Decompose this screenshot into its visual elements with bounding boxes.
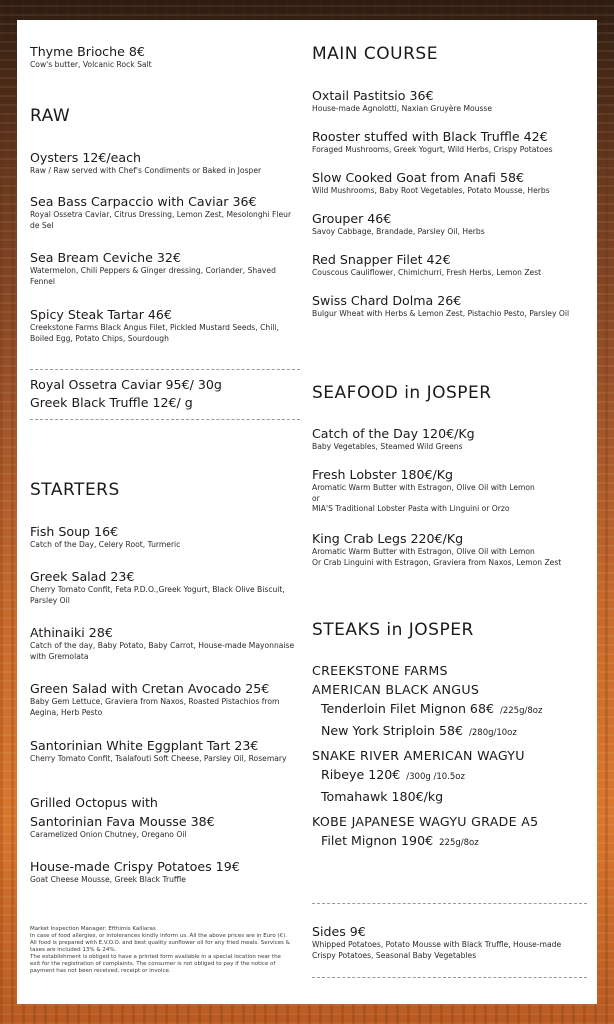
item-desc: Watermelon, Chili Peppers & Ginger dressing, Coriander, Shaved Fennel — [30, 266, 276, 286]
item-desc: Couscous Cauliflower, Chimichurri, Fresh Herbs, Lemon Zest — [312, 268, 542, 277]
item-name: Rooster stuffed with Black Truffle 42€ — [312, 129, 548, 144]
menu-item — [312, 426, 587, 453]
menu-item — [312, 252, 587, 279]
item-desc: Caramelized Onion Chutney, Oregano Oil — [30, 830, 187, 839]
item-desc: Wild Mushrooms, Baby Root Vegetables, Potato Mousse, Herbs — [312, 186, 550, 195]
item-name: Oxtail Pastitsio 36€ — [312, 88, 434, 103]
menu-item — [30, 307, 300, 344]
item-desc: Or Crab Linguini with Estragon, Graviera from Naxos, Lemon Zest — [312, 557, 562, 567]
truffle-line: Greek Black Truffle 12€/ g — [30, 395, 193, 410]
section-title-raw: RAW — [30, 106, 71, 126]
menu-item — [30, 738, 300, 765]
item-name: Slow Cooked Goat from Anafi 58€ — [312, 170, 525, 185]
steak-name: New York Striploin 58€ — [321, 723, 463, 738]
steak-weight: /280g/10oz — [469, 728, 517, 738]
dashed-divider — [30, 369, 300, 370]
item-desc: Bulgur Wheat with Herbs & Lemon Zest, Pistachio Pesto, Parsley Oil — [312, 309, 570, 318]
steak-weight: 225g/8oz — [439, 838, 479, 848]
item-name: Spicy Steak Tartar 46€ — [30, 307, 172, 322]
item-desc: Cherry Tomato Confit, Feta P.D.O.,Greek Yogurt, Black Olive Biscuit, Parsley Oil — [30, 585, 285, 605]
item-name: Grouper 46€ — [312, 211, 392, 226]
menu-item — [312, 293, 587, 320]
item-desc: Aromatic Warm Butter with Estragon, Olive Oil with Lemon — [312, 483, 535, 492]
item-name: Swiss Chard Dolma 26€ — [312, 293, 462, 308]
steak-weight: /225g/8oz — [500, 706, 543, 716]
item-desc: Royal Ossetra Caviar, Citrus Dressing, Lemon Zest, Mesolonghi Fleur de Sel — [30, 210, 292, 230]
steak-name: Tenderloin Filet Mignon 68€ — [321, 701, 494, 716]
item-name: Greek Salad 23€ — [30, 569, 135, 584]
menu-item — [30, 250, 300, 287]
section-title-seafood: SEAFOOD in JOSPER — [312, 383, 492, 403]
item-desc: or — [312, 493, 320, 503]
section-title-starters: STARTERS — [30, 480, 120, 500]
steak-group-kobe — [312, 812, 587, 853]
item-desc: Goat Cheese Mousse, Greek Black Truffle — [30, 875, 186, 884]
legal-notice: Market Inspection Manager: Efthimis Kalliaras In case of food allergies, or intolerances kindly inform us. All the above prices are in Euro (€). All food is prepared with E.V.O.O. and best quality sunflower oil for any fried meals. Services & taxes are included 13% & 24%. The establishment is obliged to have a printed form available in a special location near the exit for the registration of complaints. The consumer is not obliged to pay if the notice of payment has not been received, receipt or invoice. — [30, 926, 290, 974]
steak-name: Tomahawk 180€/kg — [321, 789, 444, 804]
steak-row — [312, 787, 587, 806]
section-title-main-course: MAIN COURSE — [312, 44, 438, 64]
steak-name: Filet Mignon 190€ — [321, 833, 434, 848]
menu-item-thyme-brioche — [30, 44, 300, 71]
item-name-line2: Santorinian Fava Mousse 38€ — [30, 814, 215, 829]
item-name: Sea Bass Carpaccio with Caviar 36€ — [30, 194, 257, 209]
menu-page — [17, 20, 597, 1004]
caviar-line: Royal Ossetra Caviar 95€/ 30g — [30, 377, 222, 392]
menu-item — [30, 150, 300, 177]
item-desc: Aromatic Warm Butter with Estragon, Olive Oil with Lemon — [312, 547, 535, 556]
item-desc: Savoy Cabbage, Brandade, Parsley Oil, Herbs — [312, 227, 485, 236]
item-desc: MIA'S Traditional Lobster Pasta with Linguini or Orzo — [312, 504, 510, 513]
menu-item — [30, 681, 300, 718]
item-name: Fish Soup 16€ — [30, 524, 119, 539]
item-desc: Catch of the Day, Celery Root, Turmeric — [30, 540, 181, 549]
dashed-divider — [30, 419, 300, 420]
steak-row — [312, 831, 587, 853]
item-desc: Cherry Tomato Confit, Tsalafouti Soft Cheese, Parsley Oil, Rosemary — [30, 754, 287, 763]
steak-weight: /300g /10.5oz — [406, 772, 465, 782]
item-desc: Foraged Mushrooms, Greek Yogurt, Wild Herbs, Crispy Potatoes — [312, 145, 553, 154]
item-desc: Raw / Raw served with Chef's Condiments or Baked in Josper — [30, 166, 262, 175]
item-desc: Baby Vegetables, Steamed Wild Greens — [312, 442, 463, 451]
menu-item — [30, 625, 300, 662]
menu-item — [312, 88, 587, 115]
steak-name: Ribeye 120€ — [321, 767, 401, 782]
menu-item — [312, 170, 587, 197]
menu-item — [30, 795, 300, 841]
item-desc: Cow's butter, Volcanic Rock Salt — [30, 60, 152, 69]
steak-row — [312, 699, 587, 721]
caviar-truffle-block — [30, 377, 300, 410]
item-name: Green Salad with Cretan Avocado 25€ — [30, 681, 270, 696]
item-name: Sea Bream Ceviche 32€ — [30, 250, 181, 265]
item-name: House-made Crispy Potatoes 19€ — [30, 859, 240, 874]
menu-item — [312, 467, 587, 515]
item-name: King Crab Legs 220€/Kg — [312, 531, 464, 546]
menu-item — [312, 531, 587, 568]
menu-item — [312, 211, 587, 238]
item-desc: Catch of the day, Baby Potato, Baby Carrot, House-made Mayonnaise with Gremolata — [30, 641, 295, 661]
steak-group-heading: CREEKSTONE FARMS — [312, 663, 448, 678]
item-name: Sides 9€ — [312, 924, 366, 939]
steak-group-heading: AMERICAN BLACK ANGUS — [312, 682, 480, 697]
menu-item — [30, 194, 300, 231]
steak-row — [312, 765, 587, 787]
menu-item — [30, 569, 300, 606]
menu-item — [30, 859, 300, 886]
item-name: Catch of the Day 120€/Kg — [312, 426, 475, 441]
item-name: Athinaiki 28€ — [30, 625, 113, 640]
steak-group-creekstone — [312, 661, 587, 743]
menu-item — [312, 129, 587, 156]
item-desc: Baby Gem Lettuce, Graviera from Naxos, Roasted Pistachios from Aegina, Herb Pesto — [30, 697, 280, 717]
item-desc: Creekstone Farms Black Angus Filet, Pickled Mustard Seeds, Chili, Boiled Egg, Potato Chips, Sourdough — [30, 323, 279, 343]
steak-group-heading: SNAKE RIVER AMERICAN WAGYU — [312, 748, 525, 763]
menu-item-sides — [312, 924, 587, 961]
item-name: Santorinian White Eggplant Tart 23€ — [30, 738, 259, 753]
item-name: Oysters 12€/each — [30, 150, 142, 165]
item-name: Red Snapper Filet 42€ — [312, 252, 451, 267]
item-name-line1: Grilled Octopus with — [30, 795, 158, 810]
item-desc: House-made Agnolotti, Naxian Gruyère Mousse — [312, 104, 493, 113]
item-desc: Whipped Potatoes, Potato Mousse with Black Truffle, House-made Crispy Potatoes, Seasonal Baby Vegetables — [312, 940, 562, 960]
item-name: Fresh Lobster 180€/Kg — [312, 467, 453, 482]
item-name: Thyme Brioche 8€ — [30, 44, 145, 59]
dashed-divider — [312, 903, 587, 904]
steak-row — [312, 721, 587, 743]
dashed-divider — [312, 977, 587, 978]
steak-group-heading: KOBE JAPANESE WAGYU GRADE A5 — [312, 814, 539, 829]
steak-group-snake-river — [312, 746, 587, 806]
section-title-steaks: STEAKS in JOSPER — [312, 620, 474, 640]
menu-item — [30, 524, 300, 551]
